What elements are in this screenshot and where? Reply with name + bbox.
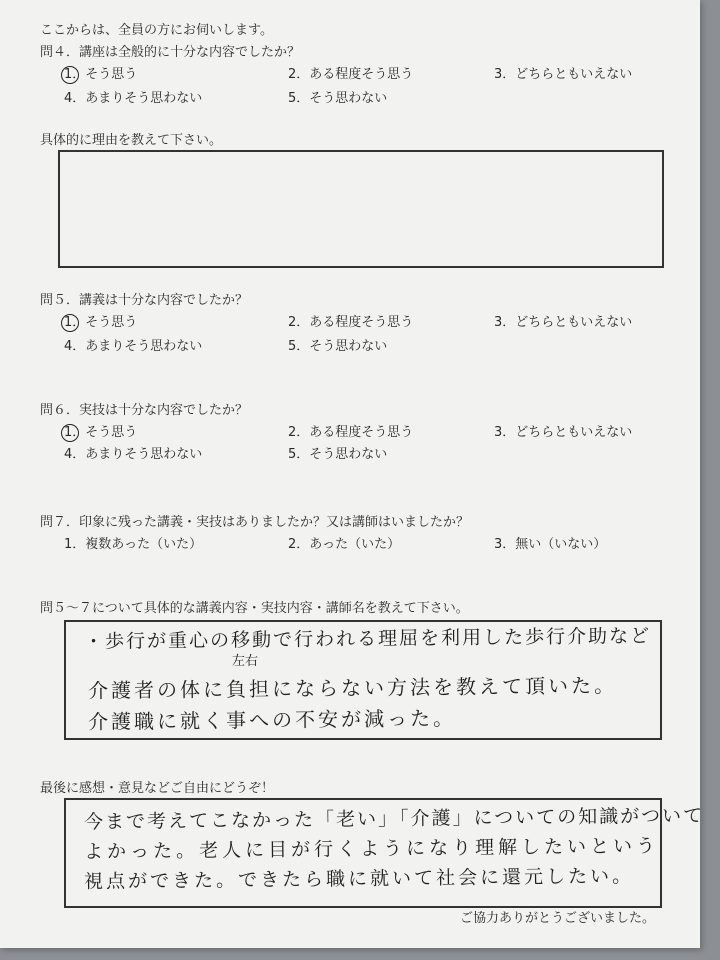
q6-option-5[interactable]: 5．そう思わない	[288, 447, 388, 462]
reason-label: 具体的に理由を教えて下さい。	[40, 133, 223, 148]
q6-option-4[interactable]: 4．あまりそう思わない	[64, 447, 203, 462]
q4-selected-circle	[61, 66, 79, 84]
q5-question: 問５．講義は十分な内容でしたか？	[40, 293, 249, 308]
q7-question: 問７．印象に残った講義・実技はありましたか？又は講師はいましたか？	[40, 515, 470, 530]
q5-option-2[interactable]: 2．ある程度そう思う	[288, 315, 414, 330]
q7-option-3[interactable]: 3．無い（いない）	[494, 537, 607, 552]
q6-option-1[interactable]: 1．そう思う	[64, 425, 138, 440]
q4-question: 問４．講座は全般的に十分な内容でしたか？	[40, 45, 301, 60]
q5-selected-circle	[61, 314, 79, 332]
q6-option-2[interactable]: 2．ある程度そう思う	[288, 425, 414, 440]
q4-option-4[interactable]: 4．あまりそう思わない	[64, 91, 203, 106]
detail-insert: 左右	[232, 654, 259, 669]
final-line-2: よかった。老人に目が行くようになり理解したいという	[83, 834, 660, 864]
reason-box[interactable]	[58, 150, 664, 268]
q6-question: 問６．実技は十分な内容でしたか？	[40, 403, 249, 418]
intro-text: ここからは、全員の方にお伺いします。	[40, 23, 273, 38]
detail-line-1: ・歩行が重心の移動で行われる理屈を利用した歩行介助など	[83, 625, 652, 653]
q5-option-4[interactable]: 4．あまりそう思わない	[64, 339, 203, 354]
final-line-1: 今まで考えてこなかった「老い」「介護」についての知識がついて	[83, 804, 705, 834]
q4-option-3[interactable]: 3．どちらともいえない	[494, 67, 633, 82]
detail-label: 問５～７について具体的な講義内容・実技内容・講師名を教えて下さい。	[40, 601, 469, 616]
q4-option-5[interactable]: 5．そう思わない	[288, 91, 388, 106]
q7-option-1[interactable]: 1．複数あった（いた）	[64, 537, 203, 552]
detail-line-3: 介護職に就く事への不安が減った。	[87, 706, 457, 734]
q6-selected-circle	[61, 424, 79, 442]
q4-option-1[interactable]: 1．そう思う	[64, 67, 138, 82]
thanks-text: ご協力ありがとうございました。	[460, 911, 656, 926]
final-line-3: 視点ができた。できたら職に就いて社会に還元したい。	[83, 865, 635, 893]
bleed-through	[480, 20, 492, 37]
q4-option-2[interactable]: 2．ある程度そう思う	[288, 67, 414, 82]
q5-option-1[interactable]: 1．そう思う	[64, 315, 138, 330]
q7-option-2[interactable]: 2．あった（いた）	[288, 537, 401, 552]
final-label: 最後に感想・意見などご自由にどうぞ！	[40, 781, 275, 796]
q6-option-3[interactable]: 3．どちらともいえない	[494, 425, 633, 440]
q5-option-3[interactable]: 3．どちらともいえない	[494, 315, 633, 330]
q5-option-5[interactable]: 5．そう思わない	[288, 339, 388, 354]
detail-line-2: 介護者の体に負担にならない方法を教えて頂いた。	[87, 673, 618, 703]
